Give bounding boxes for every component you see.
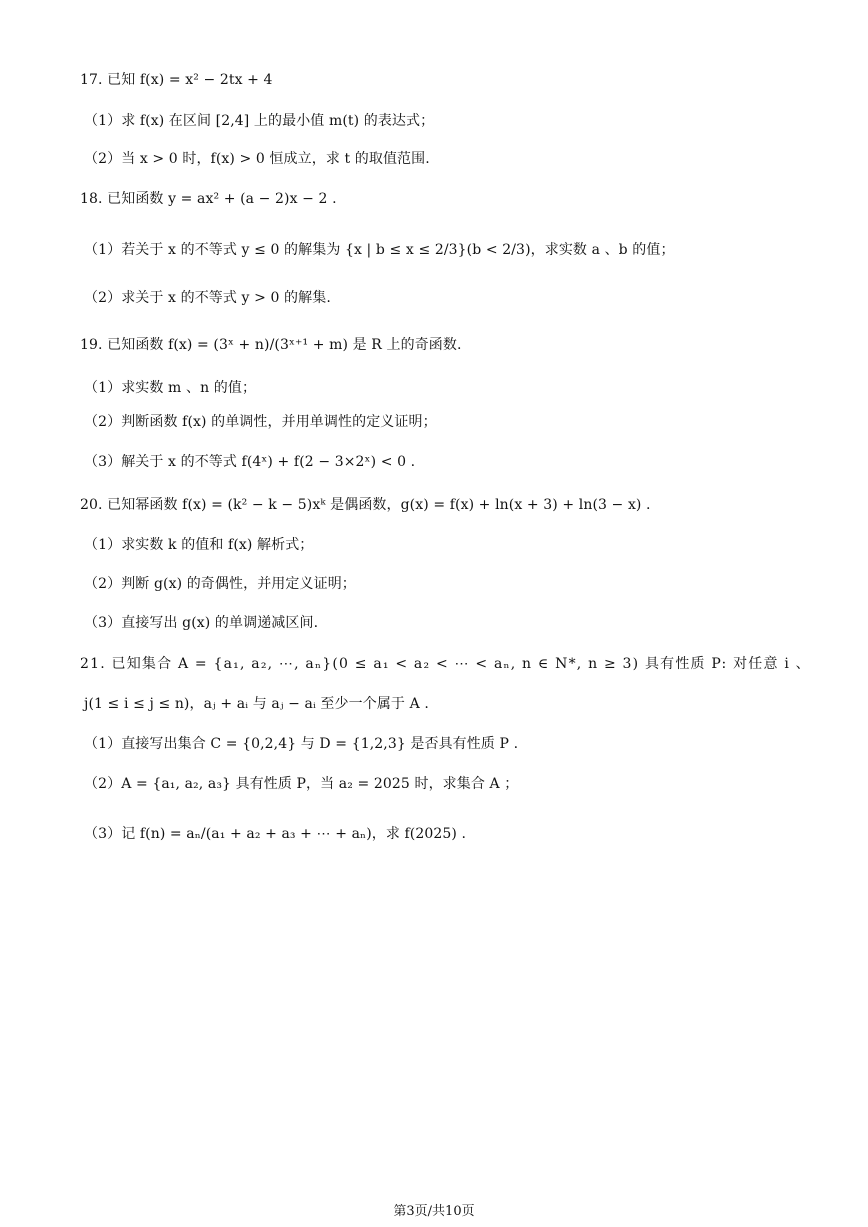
question-20: 20. 已知幂函数 f(x) = (k² − k − 5)xᵏ 是偶函数，g(x) = f(x) + ln(x + 3) + ln(3 − x) . <box>80 497 651 513</box>
question-21: 21. 已知集合 A = {a₁, a₂, ⋯, aₙ}(0 ≤ a₁ < a₂ < ⋯ < aₙ, n ∈ N*, n ≥ 3) 具有性质 P: 对任意 i 、 <box>80 656 811 672</box>
question-18: 18. 已知函数 y = ax² + (a − 2)x − 2 . <box>80 191 337 207</box>
question-20-part-2: （2）判断 g(x) 的奇偶性，并用定义证明； <box>84 576 356 592</box>
question-17: 17. 已知 f(x) = x² − 2tx + 4 <box>80 72 273 88</box>
question-17-part-2: （2）当 x > 0 时，f(x) > 0 恒成立，求 t 的取值范围. <box>84 151 430 167</box>
question-21-part-1: （1）直接写出集合 C = {0,2,4} 与 D = {1,2,3} 是否具有性质 P . <box>84 736 519 752</box>
question-19: 19. 已知函数 f(x) = (3ˣ + n)/(3ˣ⁺¹ + m) 是 R 上的奇函数. <box>80 337 462 353</box>
question-17-part-1: （1）求 f(x) 在区间 [2,4] 上的最小值 m(t) 的表达式； <box>84 113 435 129</box>
question-18-part-2: （2）求关于 x 的不等式 y > 0 的解集. <box>84 290 331 306</box>
question-20-part-1: （1）求实数 k 的值和 f(x) 解析式； <box>84 537 314 553</box>
question-19-part-3: （3）解关于 x 的不等式 f(4ˣ) + f(2 − 3×2ˣ) < 0 . <box>84 454 416 470</box>
question-18-part-1: （1）若关于 x 的不等式 y ≤ 0 的解集为 {x | b ≤ x ≤ 2/3}(b < 2/3)，求实数 a 、b 的值； <box>84 242 675 258</box>
question-19-part-2: （2）判断函数 f(x) 的单调性，并用单调性的定义证明； <box>84 414 437 430</box>
question-21-part-2: （2）A = {a₁, a₂, a₃} 具有性质 P，当 a₂ = 2025 时，求集合 A ； <box>84 776 519 792</box>
question-20-part-3: （3）直接写出 g(x) 的单调递减区间. <box>84 615 319 631</box>
question-21-part-3: （3）记 f(n) = aₙ/(a₁ + a₂ + a₃ + ⋯ + aₙ)，求 f(2025) . <box>84 826 467 842</box>
question-19-part-1: （1）求实数 m 、n 的值； <box>84 380 257 396</box>
question-21-continued: j(1 ≤ i ≤ j ≤ n)，aⱼ + aᵢ 与 aⱼ − aᵢ 至少一个属于 A . <box>84 696 429 712</box>
page-number-footer: 第3页/共10页 <box>393 1204 475 1219</box>
